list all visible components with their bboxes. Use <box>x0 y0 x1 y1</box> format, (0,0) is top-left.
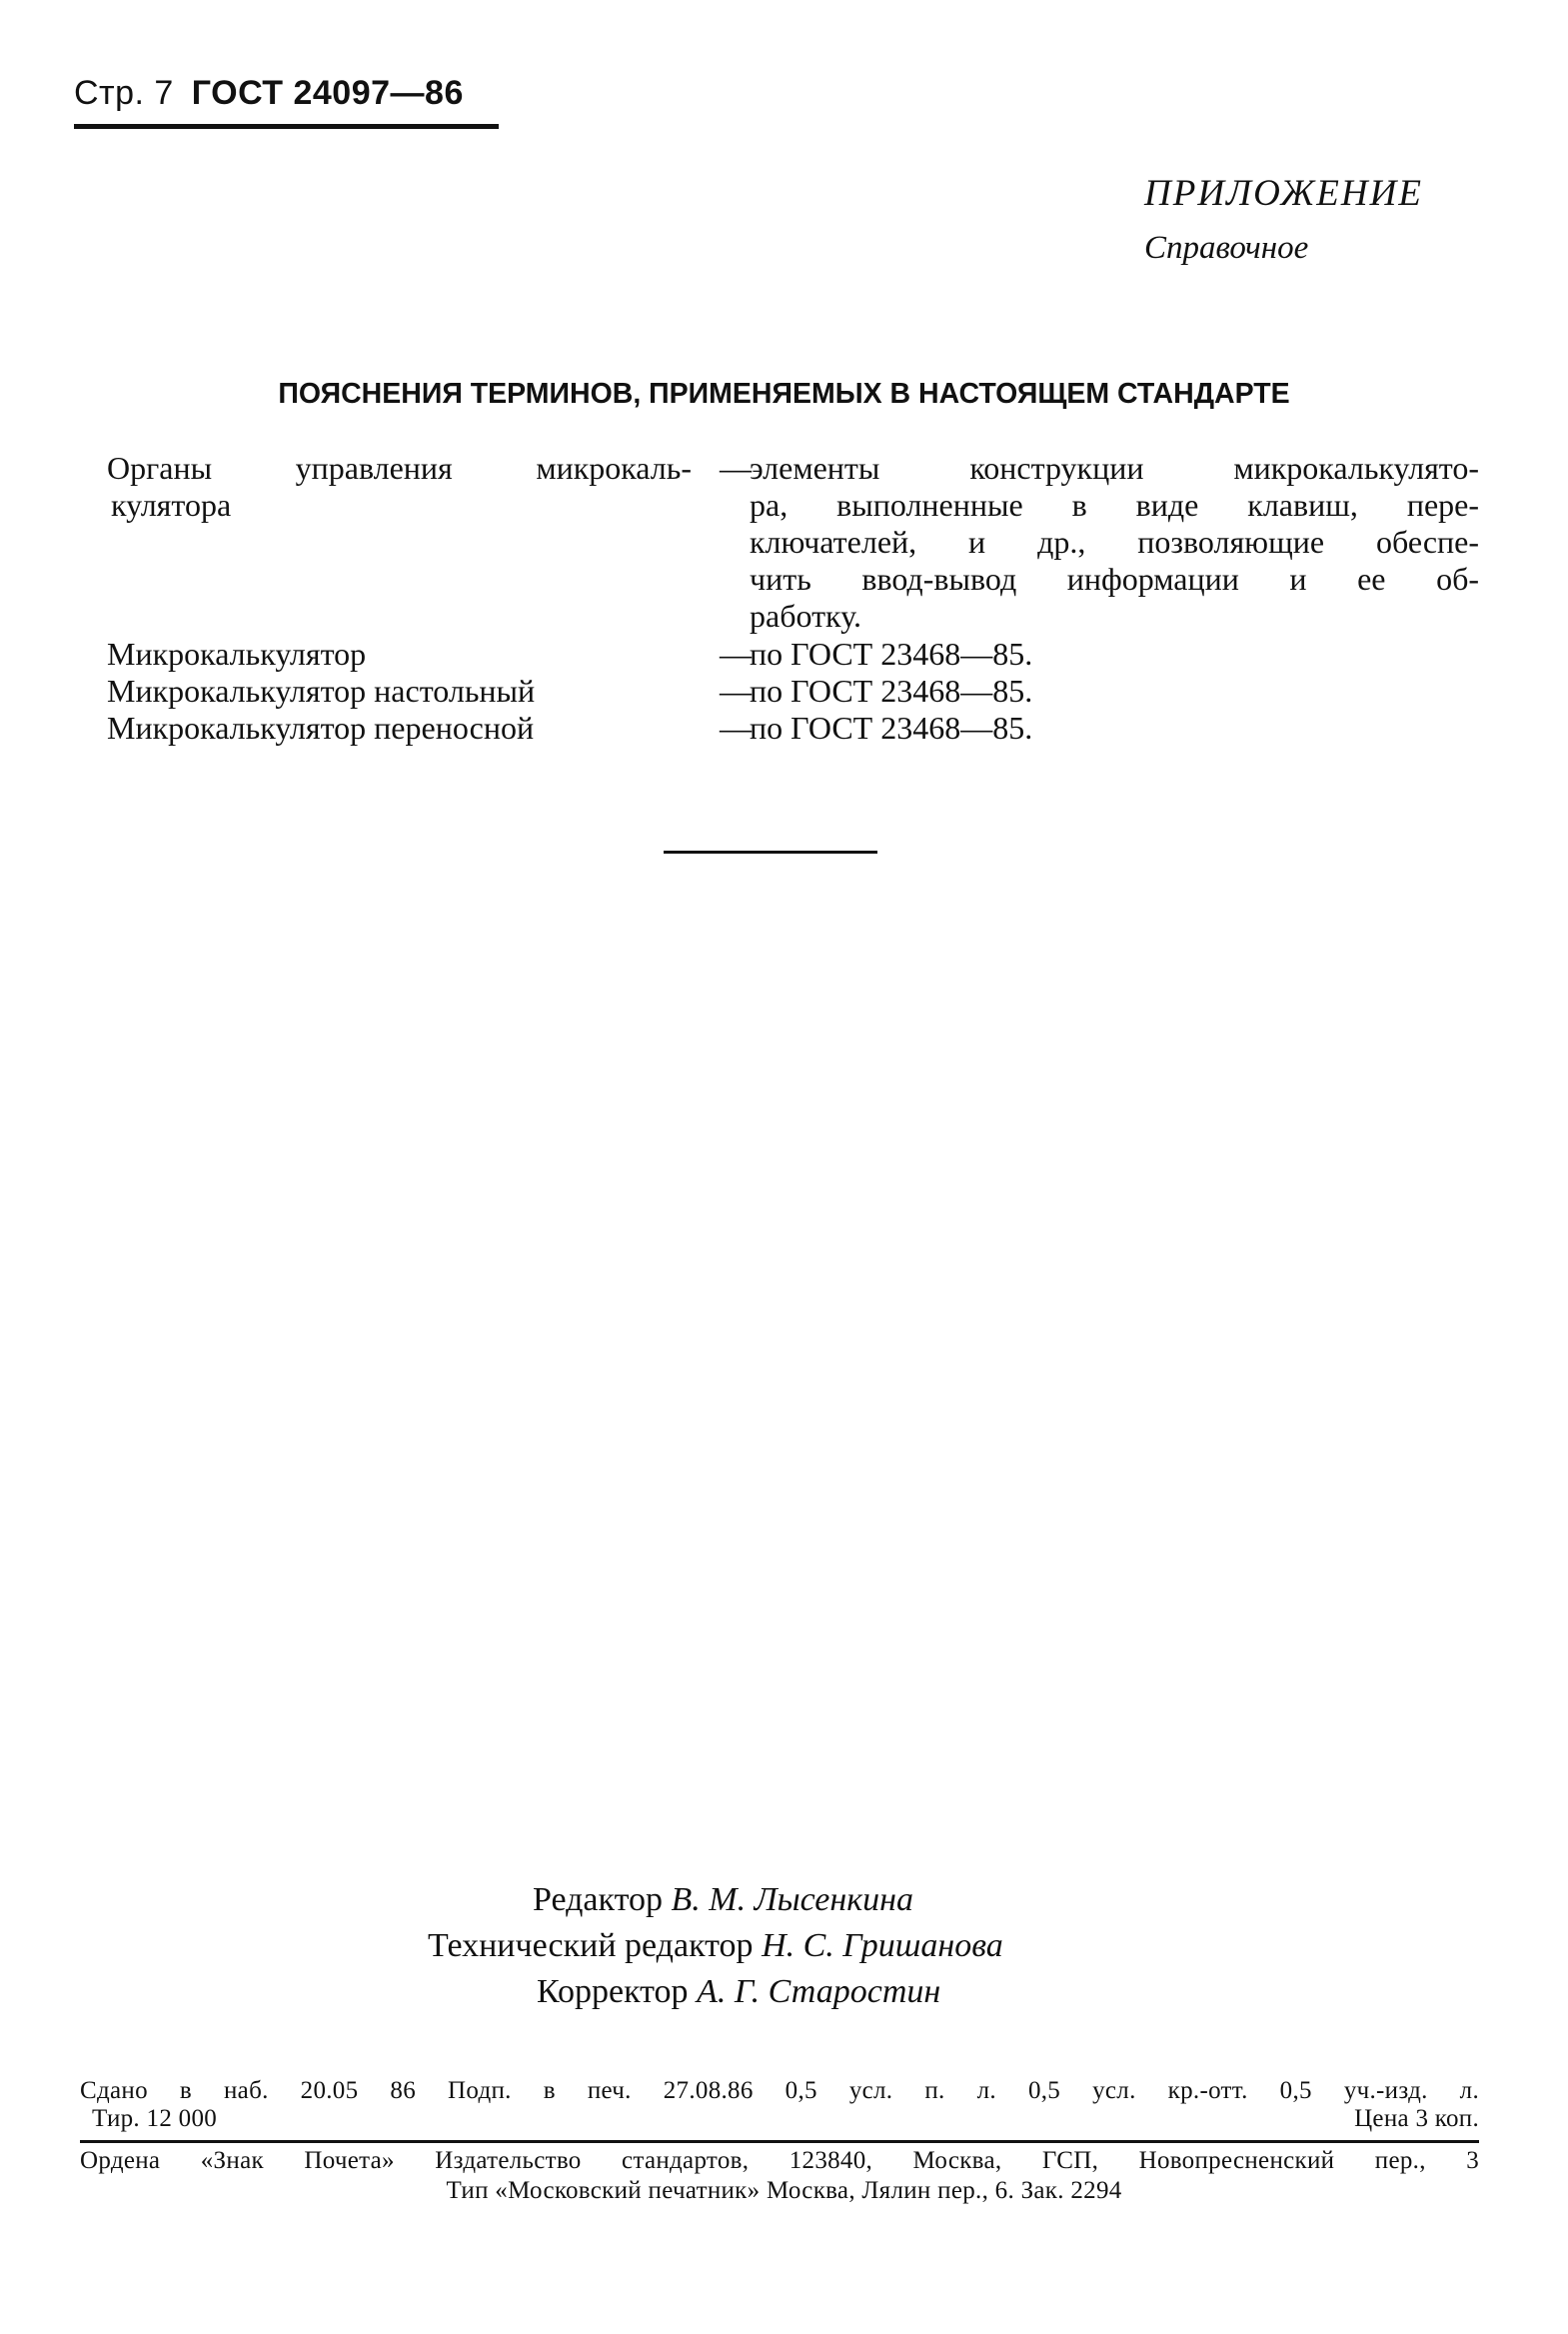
term-1-definition <box>750 450 1479 635</box>
appendix-title: ПРИЛОЖЕНИЕ <box>1144 173 1423 214</box>
imprint-rule <box>80 2140 1479 2143</box>
page-number: Стр. 7 <box>74 74 174 112</box>
definition-line: ра, выполненные в виде клавиш, пере- <box>750 487 1479 523</box>
term-1-line-1: Органы управления микрокаль- <box>107 450 692 486</box>
appendix-subtitle: Справочное <box>1144 230 1309 266</box>
imprint-printer: Тип «Московский печатник» Москва, Лялин пер., 6. Зак. 2294 <box>446 2177 1122 2204</box>
term-2: Микрокалькулятор <box>107 636 367 672</box>
credit-editor <box>533 1881 913 1919</box>
credit-tech-editor <box>428 1927 1003 1965</box>
page-header <box>74 74 464 113</box>
imprint-price: Цена 3 коп. <box>1354 2105 1479 2132</box>
section-title: ПОЯСНЕНИЯ ТЕРМИНОВ, ПРИМЕНЯЕМЫХ В НАСТОЯЩЕМ СТАНДАРТЕ <box>278 378 1290 410</box>
imprint-tirazh: Тир. 12 000 <box>92 2105 218 2132</box>
term-1 <box>107 450 692 524</box>
definition-line: работку. <box>750 598 861 634</box>
term-1-line-2: кулятора <box>111 487 232 523</box>
term-3: Микрокалькулятор настольный <box>107 673 536 709</box>
definition-line: элементы конструкции микрокалькулято- <box>750 450 1479 486</box>
term-4: Микрокалькулятор переносной <box>107 710 535 746</box>
section-end-rule <box>664 851 877 854</box>
credit-role: Корректор <box>537 1973 689 2010</box>
term-4-definition: по ГОСТ 23468—85. <box>750 710 1033 746</box>
credit-name: А. Г. Старостин <box>697 1973 941 2010</box>
term-3-definition: по ГОСТ 23468—85. <box>750 673 1033 709</box>
imprint-print-data: Сдано в наб. 20.05 86 Подп. в печ. 27.08.86 0,5 усл. п. л. 0,5 усл. кр.-отт. 0,5 уч.-изд. л. <box>80 2077 1479 2104</box>
credit-name: Н. С. Гришанова <box>762 1927 1003 1964</box>
term-1-dash: — <box>720 450 752 486</box>
term-2-dash: — <box>720 636 752 672</box>
term-4-dash: — <box>720 710 752 746</box>
header-rule <box>74 124 499 129</box>
definition-line: ключателей, и др., позволяющие обеспе- <box>750 524 1479 560</box>
credit-role: Редактор <box>533 1881 663 1918</box>
credit-name: В. М. Лысенкина <box>671 1881 913 1918</box>
credit-proofreader <box>537 1973 940 2011</box>
imprint-publisher: Ордена «Знак Почета» Издательство стандартов, 123840, Москва, ГСП, Новопресненский пер., 3 <box>80 2147 1479 2174</box>
term-2-definition: по ГОСТ 23468—85. <box>750 636 1033 672</box>
definition-line: чить ввод-вывод информации и ее об- <box>750 561 1479 597</box>
term-3-dash: — <box>720 673 752 709</box>
credit-role: Технический редактор <box>428 1927 754 1964</box>
standard-code: ГОСТ 24097—86 <box>191 74 464 112</box>
